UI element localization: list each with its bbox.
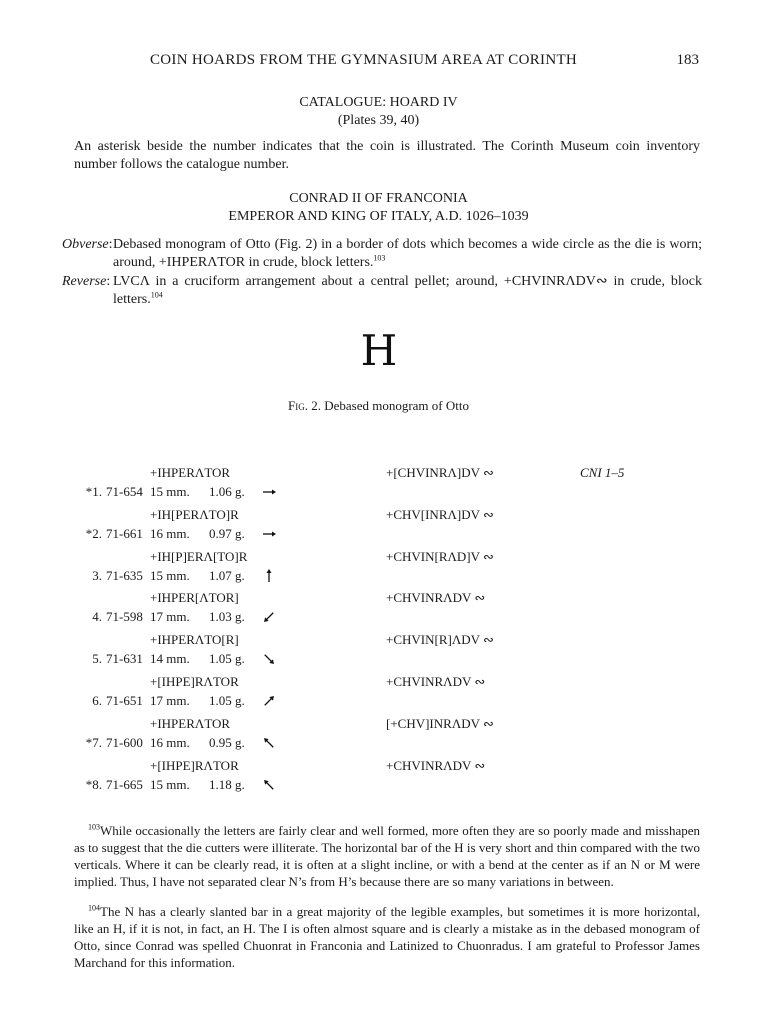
figure-caption [0, 398, 757, 414]
coin-inventory-number: 71-600 [106, 734, 143, 750]
coin-obverse-legend: +[IHPE]RΛTOR [150, 674, 239, 689]
coin-obverse-legend: +IHPERΛTOR [150, 715, 231, 731]
coin-diameter: 15 mm. [150, 484, 190, 499]
up-left-arrow-icon [260, 734, 278, 752]
coin-weight: 1.07 g. [209, 567, 245, 583]
ruler-title: EMPEROR AND KING OF ITALY, A.D. 1026–1039 [228, 209, 529, 224]
monogram-figure [355, 330, 403, 370]
right-arrow-icon [260, 525, 278, 543]
footnote-103-text: While occasionally the letters are fairly clear and well formed, more often they are so poorly made and misshapen as to suggest that the die cutters were illiterate. The horizontal bar of the H is very short and thin compared with the two verticals. Where it can be clearly read, it is often at a slight incline, or with a bend at the center as if an N or M were implied. Thus, I have not separated clear N’s from H’s because there are so many variations in between. [74, 823, 700, 889]
reverse-description: Reverse: LVCΛ in a cruciform arrangement about a central pellet; around, +CHVINRΛDV∾ in crude, block letters.$^{104}$ [62, 274, 702, 307]
coin-reverse-legend: +CHVIN[R]ΛDV ∾ [386, 632, 494, 648]
coin-diameter: 17 mm. [150, 693, 190, 708]
coin-diameter: 17 mm. [150, 609, 190, 625]
coin-number: 4. [92, 609, 102, 625]
catalogue-title: CATALOGUE: HOARD IV [299, 95, 458, 110]
up-left-arrow-icon [260, 776, 278, 794]
coin-inventory-number: 71-665 [106, 776, 143, 792]
coin-number: 5. [92, 651, 102, 667]
coin-number: *7. [85, 734, 102, 750]
coin-obverse-legend: +IH[P]ERΛ[TO]R [150, 548, 248, 564]
down-right-arrow-icon [260, 650, 278, 668]
coin-diameter: 16 mm. [150, 734, 190, 750]
footnote-104-text: The N has a clearly slanted bar in a great majority of the legible examples, but sometimes it is more horizontal, like an H, if it is not, in fact, an H. The I is often almost square and is clearly a mistake as in the debased monogram of Otto, since Conrad was spelled Chuonrat in Franconia and Latinized to Chuonradus. I am grateful to Professor James Marchand for this information. [74, 904, 700, 970]
coin-weight: 1.06 g. [209, 484, 245, 499]
coin-number: 3. [92, 567, 102, 583]
footnote-104 [74, 903, 700, 971]
coin-diameter: 16 mm. [150, 525, 190, 541]
coin-reverse-legend: +CHVIN[RΛD]V ∾ [386, 548, 494, 564]
reverse-note-ref: 104 [150, 290, 163, 300]
coin-diameter: 15 mm. [150, 776, 190, 792]
reverse-label: Reverse [62, 274, 107, 289]
footnote-104-number: 104 [88, 903, 100, 913]
coin-reverse-legend: [+CHV]INRΛDV ∾ [386, 715, 494, 731]
coin-reverse-legend: +CHV[INRΛ]DV ∾ [386, 506, 494, 522]
right-arrow-icon [260, 483, 278, 501]
coin-inventory-number: 71-654 [106, 484, 143, 499]
coin-reverse-legend: +CHVINRΛDV ∾ [386, 590, 486, 606]
coin-obverse-legend: +IHPERΛTO[R] [150, 632, 239, 648]
monogram-glyph: H [360, 330, 398, 370]
coin-weight: 1.05 g. [209, 651, 245, 667]
coin-weight: 1.18 g. [209, 776, 245, 792]
ruler-name: CONRAD II OF FRANCONIA [289, 191, 468, 206]
down-left-arrow-icon [260, 608, 278, 626]
figure-caption-label: Fig. 2. [287, 398, 321, 413]
coin-inventory-number: 71-661 [106, 525, 143, 541]
coin-weight: 0.97 g. [209, 525, 245, 541]
obverse-text: Debased monogram of Otto (Fig. 2) in a border of dots which becomes a wide circle as the die is worn; around, +IHPERΛTOR in crude, block letters. [113, 237, 702, 270]
coin-number: *2. [85, 525, 102, 541]
coin-reference: CNI 1–5 [580, 465, 625, 480]
obverse-label: Obverse [62, 237, 109, 252]
coin-weight: 1.05 g. [209, 693, 245, 708]
figure-caption-text: Debased monogram of Otto [324, 398, 469, 413]
intro-paragraph: An asterisk beside the number indicates that the coin is illustrated. The Corinth Museum coin inventory number follows the catalogue number. [74, 139, 700, 172]
footnote-103-number: 103 [88, 822, 100, 832]
coin-diameter: 15 mm. [150, 567, 190, 583]
up-arrow-icon [260, 567, 278, 585]
coin-obverse-legend: +[IHPE]RΛTOR [150, 757, 239, 773]
coin-inventory-number: 71-598 [106, 609, 143, 625]
coin-number: *8. [85, 776, 102, 792]
up-right-arrow-icon [260, 692, 278, 710]
catalogue-plates: (Plates 39, 40) [337, 113, 420, 128]
coin-diameter: 14 mm. [150, 651, 190, 667]
coin-weight: 1.03 g. [209, 609, 245, 625]
page-number: 183 [676, 52, 699, 68]
coin-obverse-legend: +IH[PERΛTO]R [150, 506, 239, 522]
coin-obverse-legend: +IHPER[ΛTOR] [150, 590, 239, 606]
coin-reverse-legend: +CHVINRΛDV ∾ [386, 757, 486, 773]
coin-reverse-legend: +CHVINRΛDV ∾ [386, 674, 486, 689]
obverse-note-ref: 103 [373, 253, 386, 263]
coin-inventory-number: 71-631 [106, 651, 143, 667]
reverse-text: LVCΛ in a cruciform arrangement about a central pellet; around, +CHVINRΛDV∾ in crude, block letters. [113, 274, 702, 307]
obverse-description: Obverse: Debased monogram of Otto (Fig. 2) in a border of dots which becomes a wide circle as the die is worn; around, +IHPERΛTOR in crude, block letters.$^{103}$ [62, 237, 702, 270]
coin-obverse-legend: +IHPERΛTOR [150, 465, 231, 480]
coin-weight: 0.95 g. [209, 734, 245, 750]
coin-inventory-number: 71-635 [106, 567, 143, 583]
coin-number: *1. [85, 484, 102, 499]
footnote-103 [74, 822, 700, 890]
coin-inventory-number: 71-651 [106, 693, 143, 708]
coin-reverse-legend: +[CHVINRΛ]DV ∾ [386, 465, 494, 480]
running-head: COIN HOARDS FROM THE GYMNASIUM AREA AT CORINTH [150, 52, 578, 68]
coin-number: 6. [92, 693, 102, 708]
